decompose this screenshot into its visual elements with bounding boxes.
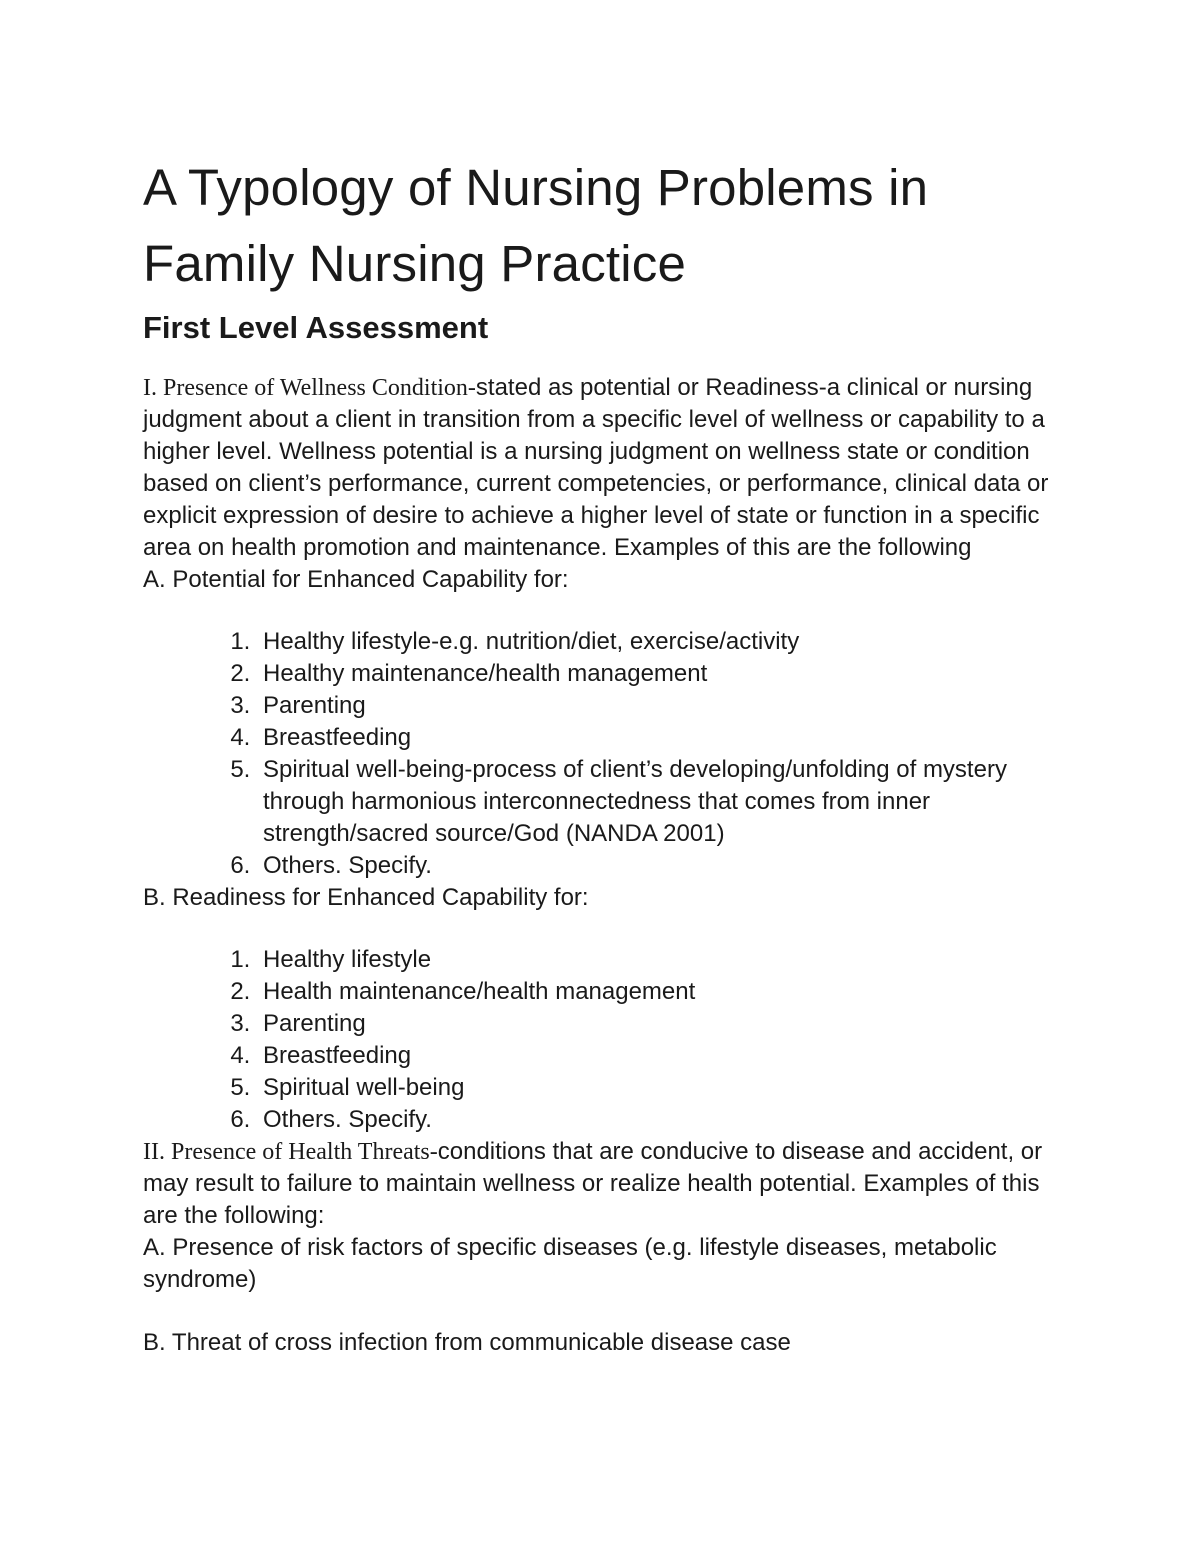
list-item: 2. Healthy maintenance/health management (257, 658, 1063, 690)
section-1-sub-a-list (143, 626, 1063, 882)
section-2-sub-b: B. Threat of cross infection from communicable disease case (143, 1329, 791, 1356)
list-item: 1. Healthy lifestyle (257, 944, 1063, 976)
section-2-paragraph (143, 1136, 1063, 1232)
section-2-text: conditions that are conducive to disease and accident, or may result to failure to maintain wellness or realize health potential. Examples of this are the following: (143, 1138, 1043, 1229)
list-item: 6. Others. Specify. (257, 850, 1063, 882)
list-item: 1. Healthy lifestyle-e.g. nutrition/diet, exercise/activity (257, 626, 1063, 658)
list-item: 3. Parenting (257, 690, 1063, 722)
list-item: 5. Spiritual well-being-process of client’s developing/unfolding of mystery through harmonious interconnectedness that comes from inner strength/sacred source/God (NANDA 2001) (257, 754, 1063, 850)
section-1-sub-a-heading: A. Potential for Enhanced Capability for: (143, 566, 569, 593)
document-content (143, 150, 1063, 1359)
list-item: 4. Breastfeeding (257, 1040, 1063, 1072)
list-item: 2. Health maintenance/health management (257, 976, 1063, 1008)
list-item: 5. Spiritual well-being (257, 1072, 1063, 1104)
list-item: 6. Others. Specify. (257, 1104, 1063, 1136)
section-2-label: II. Presence of Health Threats- (143, 1139, 438, 1165)
section-1-label: I. Presence of Wellness Condition- (143, 375, 476, 401)
section-heading: First Level Assessment (143, 310, 489, 345)
section-2-sub-a: A. Presence of risk factors of specific diseases (e.g. lifestyle diseases, metabolic syndrome) (143, 1234, 997, 1293)
section-1-text: stated as potential or Readiness-a clinical or nursing judgment about a client in transition from a specific level of wellness or capability to a higher level. Wellness potential is a nursing judgment on wellness state or condition based on client’s performance, current competencies, or performance, clinical data or explicit expression of desire to achieve a higher level of state or function in a specific area on health promotion and maintenance. Examples of this are the following (143, 374, 1049, 561)
list-item: 3. Parenting (257, 1008, 1063, 1040)
section-1-sub-b-list (143, 944, 1063, 1136)
section-1-paragraph (143, 372, 1063, 564)
section-1-sub-b-heading: B. Readiness for Enhanced Capability for: (143, 884, 589, 911)
paragraph-spacer (143, 1296, 1063, 1327)
document-title: A Typology of Nursing Problems in Family Nursing Practice (143, 159, 929, 292)
list-item: 4. Breastfeeding (257, 722, 1063, 754)
